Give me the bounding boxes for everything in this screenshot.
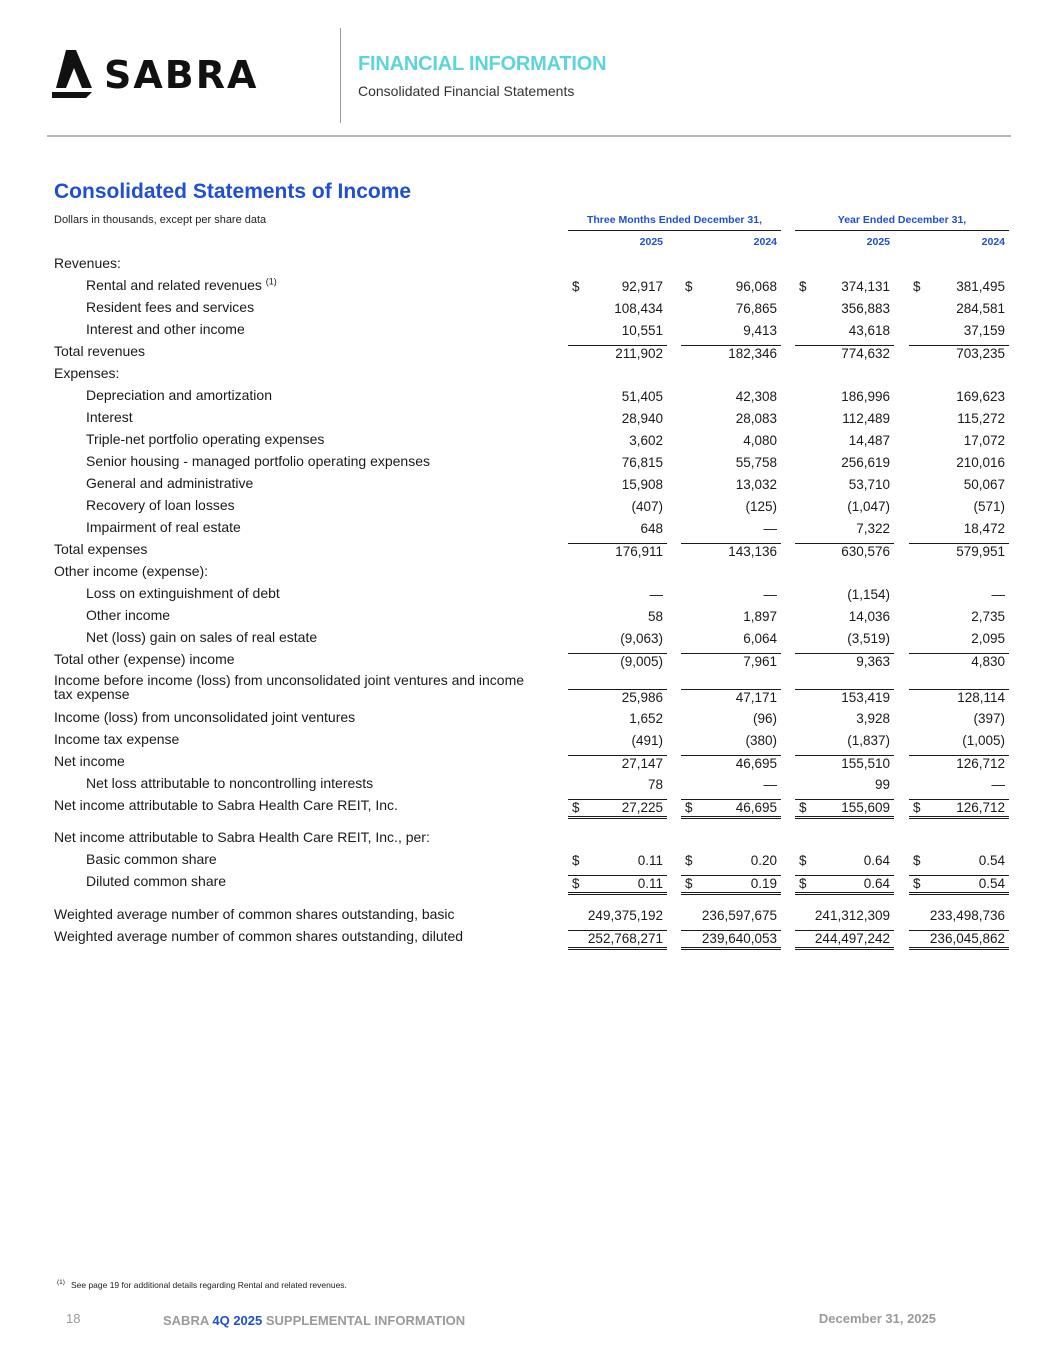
table-cell: 774,632 [795,345,894,363]
table-cell: — [649,587,663,602]
table-cell: 58 [647,609,663,624]
table-cell: 7,961 [681,653,781,671]
table-cell: $ 155,609 [795,799,894,819]
table-cell: 128,114 [909,689,1009,707]
row-label: Revenues: [54,255,121,271]
table-cell: 3,602 [629,433,663,448]
table-row [0,753,1055,775]
table-cell: 47,171 [681,689,781,707]
table-cell: 236,597,675 [701,908,777,923]
table-cell: 99 [874,777,890,792]
row-label: Other income [86,607,171,623]
table-cell: $ 374,131 [799,279,890,294]
row-label: Diluted common share [86,873,227,889]
row-label: Income (loss) from unconsolidated joint ventures [54,709,356,725]
report-title: Consolidated Statements of Income [54,180,412,203]
table-row [0,453,1055,475]
table-cell: 211,902 [568,345,667,363]
row-label: Net income attributable to Sabra Health Care REIT, Inc., per: [54,829,430,845]
table-cell: 2,735 [971,609,1005,624]
table-cell: 284,581 [956,301,1005,316]
table-cell: 153,419 [795,689,894,707]
table-row [0,906,1055,928]
table-cell: $ 92,917 [572,279,663,294]
table-cell: 13,032 [735,477,777,492]
column-header: 2024 [753,236,777,248]
footnote: $^{(1)}$ See page 19 for additional details regarding Rental and related revenues. [57,1279,347,1290]
table-cell: (125) [745,499,777,514]
table-cell: 78 [647,777,663,792]
table-row [0,629,1055,651]
table-cell: (9,005) [568,653,667,671]
table-cell: $ 0.64 [799,853,890,868]
table-row [0,829,1055,851]
table-cell: 6,064 [743,631,777,646]
table-cell: (1,047) [847,499,890,514]
table-cell: $ 0.54 [913,853,1005,868]
table-cell: (1,005) [962,733,1005,748]
table-row [0,519,1055,541]
row-label: Net (loss) gain on sales of real estate [86,629,318,645]
row-label: Net income [54,753,125,769]
group-header-year: Year Ended December 31, [795,214,1009,226]
table-row [0,851,1055,873]
table-cell: $ 381,495 [913,279,1005,294]
units-note: Dollars in thousands, except per share data [54,214,267,226]
row-label: Triple-net portfolio operating expenses [86,431,325,447]
row-label: Recovery of loan losses [86,497,235,513]
table-cell: 3,928 [856,711,890,726]
row-label: Impairment of real estate [86,519,241,535]
table-row [0,475,1055,497]
table-cell: (397) [973,711,1005,726]
table-cell: (491) [631,733,663,748]
table-cell: 252,768,271 [568,930,667,950]
svg-text:SABRA: SABRA [104,53,259,97]
table-cell: 9,363 [795,653,894,671]
table-cell: — [991,777,1005,792]
column-header: 2024 [981,236,1005,248]
table-cell: $ 126,712 [909,799,1009,819]
table-cell: 4,080 [743,433,777,448]
table-row [0,409,1055,431]
table-cell: — [991,587,1005,602]
table-cell: (407) [631,499,663,514]
row-label: Weighted average number of common shares outstanding, basic [54,906,455,922]
section-subtitle: Consolidated Financial Statements [358,83,575,99]
column-header: 2025 [866,236,890,248]
table-cell: 14,487 [848,433,890,448]
table-cell: 1,897 [743,609,777,624]
table-cell: 579,951 [909,543,1009,561]
table-cell: 108,434 [614,301,663,316]
table-row [0,321,1055,343]
table-row [0,651,1055,673]
header-divider [340,28,341,123]
table-cell: 27,147 [568,755,667,773]
row-label: Weighted average number of common shares outstanding, diluted [54,928,464,944]
table-cell: 356,883 [841,301,890,316]
row-label: Other income (expense): [54,563,209,579]
row-label: Interest and other income [86,321,245,337]
table-cell: $ 0.19 [681,875,781,895]
table-row [0,672,1055,705]
group-header-three-months: Three Months Ended December 31, [568,214,781,226]
footer-date: December 31, 2025 [818,1311,936,1326]
table-row [0,563,1055,585]
table-cell: 256,619 [841,455,890,470]
table-cell: — [763,587,777,602]
table-row [0,431,1055,453]
table-cell: $ 96,068 [685,279,777,294]
table-cell: 126,712 [909,755,1009,773]
table-cell: 42,308 [735,389,777,404]
row-label: Income tax expense [54,731,180,747]
table-cell: 233,498,736 [929,908,1005,923]
table-row [0,277,1055,299]
table-cell: 55,758 [735,455,777,470]
table-cell: $ 27,225 [568,799,667,819]
table-cell: 112,489 [842,411,890,426]
row-label: Income before income (loss) from unconsolidated joint ventures and income tax expense [54,672,525,702]
row-label: Basic common share [86,851,217,867]
table-row [0,585,1055,607]
header-rule [47,135,1011,137]
table-cell: 17,072 [963,433,1005,448]
table-cell: 176,911 [568,543,667,561]
table-cell: 9,413 [743,323,777,338]
table-cell: 249,375,192 [587,908,663,923]
table-cell: 186,996 [841,389,890,404]
table-cell: 46,695 [681,755,781,773]
table-cell: 155,510 [795,755,894,773]
table-cell: $ 0.64 [795,875,894,895]
table-cell: 182,346 [681,345,781,363]
table-cell: 703,235 [909,345,1009,363]
footnote-marker: (1) [265,276,277,287]
footer-brand: SABRA 4Q 2025 SUPPLEMENTAL INFORMATION [163,1313,466,1328]
table-row [0,873,1055,895]
table-cell: 14,036 [848,609,890,624]
table-cell: 28,940 [621,411,663,426]
row-label: Depreciation and amortization [86,387,272,403]
row-label: Net loss attributable to noncontrolling interests [86,775,374,791]
table-cell: 4,830 [909,653,1009,671]
table-cell: $ 0.54 [909,875,1009,895]
table-cell: 2,095 [971,631,1005,646]
table-cell: (1,837) [847,733,890,748]
table-cell: 239,640,053 [681,930,781,950]
table-cell: 15,908 [621,477,663,492]
table-cell: $ 46,695 [681,799,781,819]
table-row [0,709,1055,731]
table-row [0,365,1055,387]
row-label: Rental and related revenues $^{(1)}$ [86,276,277,293]
table-cell: (1,154) [847,587,890,602]
row-label: Total other (expense) income [54,651,235,667]
table-cell: 43,618 [848,323,890,338]
table-row [0,541,1055,563]
table-cell: 76,865 [735,301,777,316]
table-row [0,497,1055,519]
table-cell: 37,159 [963,323,1005,338]
table-row [0,299,1055,321]
table-cell: 630,576 [795,543,894,561]
table-cell: 210,016 [956,455,1005,470]
table-cell: 236,045,862 [909,930,1009,950]
page-number: 18 [66,1311,81,1326]
table-cell: (380) [745,733,777,748]
table-cell: 648 [640,521,663,536]
table-row [0,607,1055,629]
row-label: Senior housing - managed portfolio operating expenses [86,453,431,469]
table-cell: 18,472 [963,521,1005,536]
table-cell: 1,652 [629,711,663,726]
table-row [0,387,1055,409]
table-row [0,255,1055,277]
row-label: General and administrative [86,475,254,491]
table-cell: 169,623 [956,389,1005,404]
table-cell: (9,063) [620,631,663,646]
table-cell: (3,519) [847,631,890,646]
row-label: Total expenses [54,541,148,557]
row-label: Expenses: [54,365,120,381]
row-label: Net income attributable to Sabra Health Care REIT, Inc. [54,797,398,813]
row-label: Total revenues [54,343,146,359]
table-row [0,731,1055,753]
section-title: FINANCIAL INFORMATION [358,53,607,75]
table-cell: — [763,777,777,792]
table-cell: 51,405 [621,389,663,404]
table-cell: 143,136 [681,543,781,561]
table-cell: $ 0.20 [685,853,777,868]
table-cell: (96) [752,711,777,726]
row-label: Resident fees and services [86,299,255,315]
table-cell: 76,815 [621,455,663,470]
table-cell: $ 0.11 [572,853,663,868]
table-cell: — [763,521,777,536]
table-row [0,343,1055,365]
table-cell: 53,710 [848,477,890,492]
table-cell: 50,067 [963,477,1005,492]
table-row [0,797,1055,819]
table-cell: 244,497,242 [795,930,894,950]
table-cell: 25,986 [568,689,667,707]
table-cell: 7,322 [856,521,890,536]
row-label: Interest [86,409,133,425]
table-cell: $ 0.11 [568,875,667,895]
table-row [0,775,1055,797]
table-cell: 10,551 [621,323,663,338]
sabra-logo [52,48,297,100]
table-row [0,928,1055,950]
table-cell: 241,312,309 [814,908,890,923]
row-label: Loss on extinguishment of debt [86,585,280,601]
table-cell: 115,272 [957,411,1005,426]
table-cell: (571) [973,499,1005,514]
table-cell: 28,083 [735,411,777,426]
column-header: 2025 [639,236,663,248]
